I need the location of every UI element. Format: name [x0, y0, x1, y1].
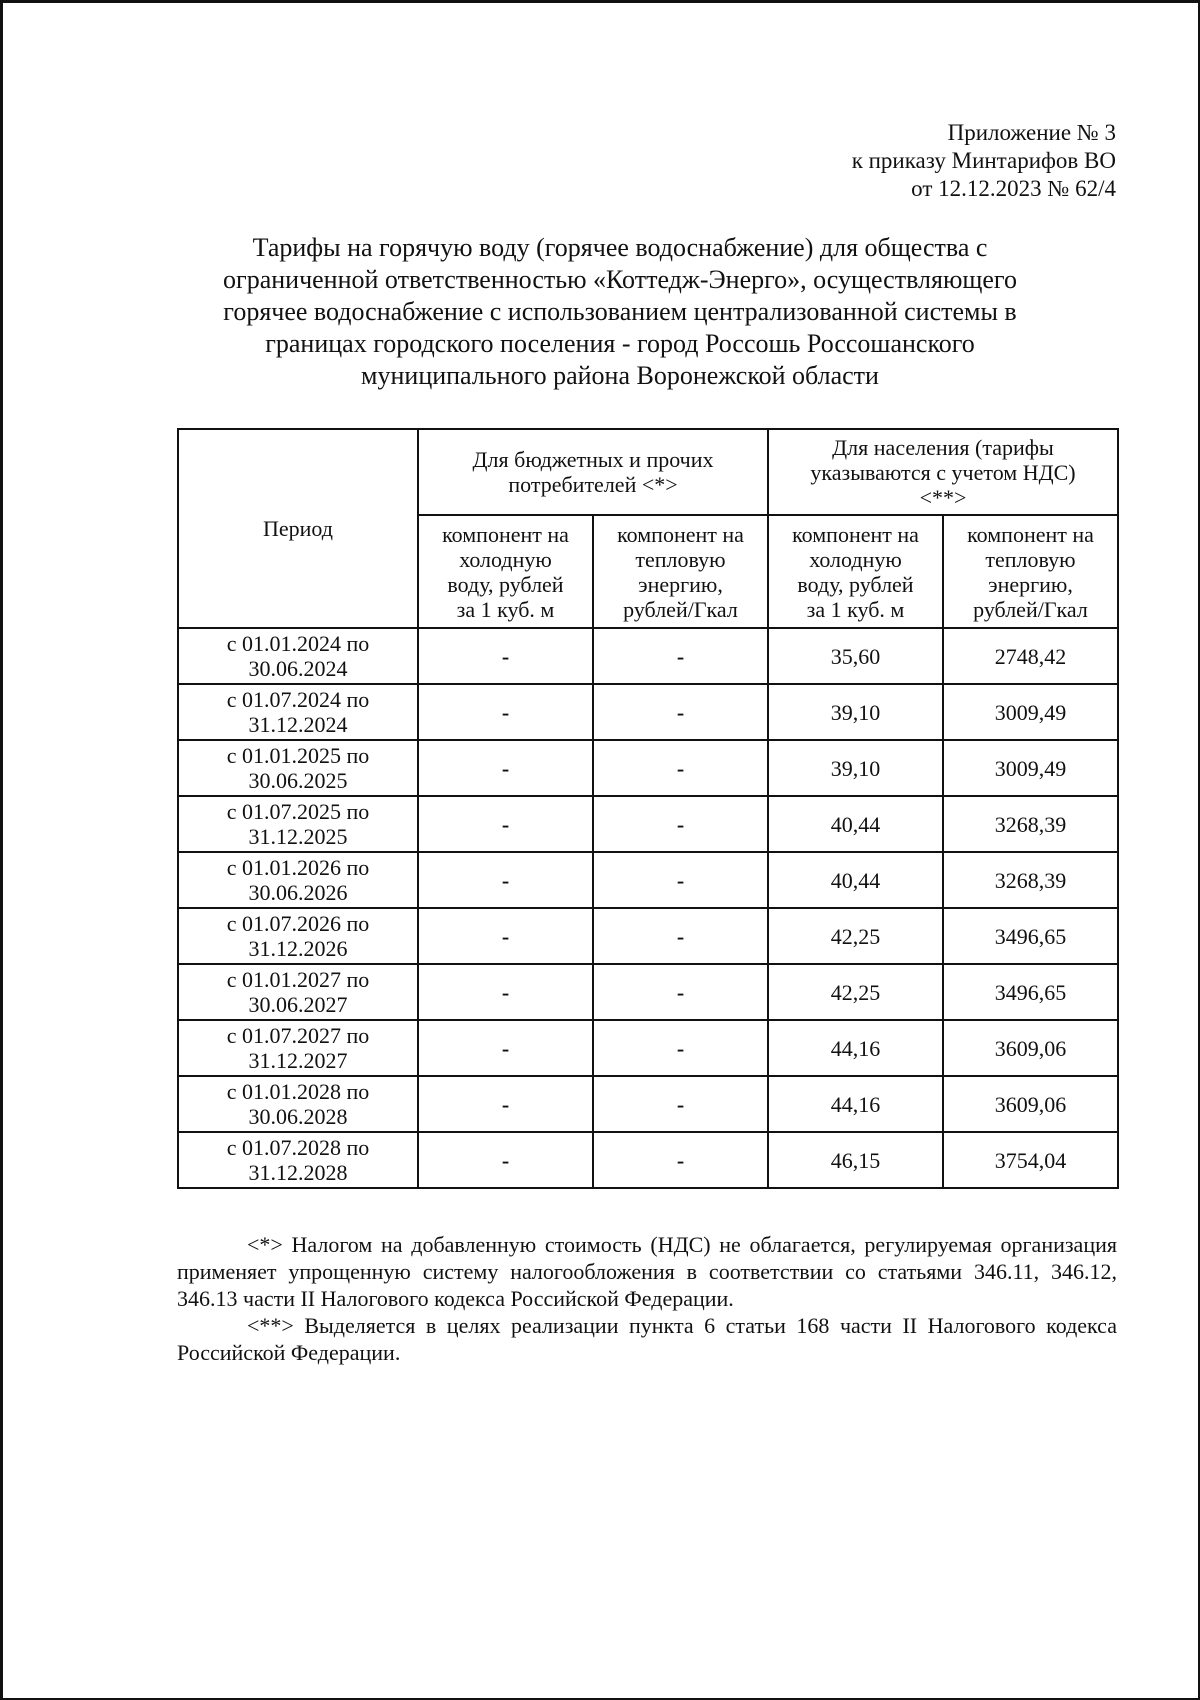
population-cold-cell: 44,16: [768, 1020, 943, 1076]
period-cell: с 01.01.2028 по 30.06.2028: [178, 1076, 418, 1132]
population-header: Для населения (тарифы указываются с учетом НДС) <**>: [768, 429, 1118, 515]
title-line: горячее водоснабжение с использованием централизованной системы в: [223, 297, 1017, 326]
budget-cold-cell: -: [418, 908, 593, 964]
budget-consumers-header: Для бюджетных и прочих потребителей <*>: [418, 429, 768, 515]
table-row: [178, 964, 1118, 1020]
budget-heat-cell: -: [593, 908, 768, 964]
table-row: [178, 908, 1118, 964]
period-header: Период: [178, 429, 418, 628]
period-cell: с 01.07.2024 по 31.12.2024: [178, 684, 418, 740]
population-cold-water-header: компонент на холодную воду, рублей за 1 куб. м: [768, 515, 943, 628]
table-row: [178, 796, 1118, 852]
population-heat-cell: 3009,49: [943, 740, 1118, 796]
budget-heat-cell: -: [593, 852, 768, 908]
footnotes: [177, 1231, 1117, 1366]
table-row: [178, 852, 1118, 908]
budget-cold-cell: -: [418, 796, 593, 852]
budget-cold-cell: -: [418, 628, 593, 684]
appendix-number: Приложение № 3: [947, 120, 1116, 145]
population-heat-cell: 3268,39: [943, 796, 1118, 852]
population-cold-cell: 46,15: [768, 1132, 943, 1188]
table-header-row: [178, 429, 1118, 515]
budget-heat-cell: -: [593, 796, 768, 852]
budget-cold-water-header: компонент на холодную воду, рублей за 1 куб. м: [418, 515, 593, 628]
period-cell: с 01.01.2026 по 30.06.2026: [178, 852, 418, 908]
budget-heat-energy-header: компонент на тепловую энергию, рублей/Гкал: [593, 515, 768, 628]
population-cold-cell: 42,25: [768, 908, 943, 964]
budget-cold-cell: -: [418, 964, 593, 1020]
budget-cold-cell: -: [418, 1020, 593, 1076]
budget-cold-cell: -: [418, 740, 593, 796]
population-heat-cell: 3496,65: [943, 908, 1118, 964]
period-cell: с 01.01.2025 по 30.06.2025: [178, 740, 418, 796]
table-row: [178, 628, 1118, 684]
budget-cold-cell: -: [418, 684, 593, 740]
tariff-table: [177, 428, 1119, 1189]
population-heat-cell: 2748,42: [943, 628, 1118, 684]
budget-cold-cell: -: [418, 1076, 593, 1132]
period-cell: с 01.07.2028 по 31.12.2028: [178, 1132, 418, 1188]
population-cold-cell: 40,44: [768, 796, 943, 852]
title-line: Тарифы на горячую воду (горячее водоснабжение) для общества с: [252, 233, 988, 262]
footnote-vat-allocated: <**> Выделяется в целях реализации пункта 6 статьи 168 части II Налогового кодекса Российской Федерации.: [177, 1313, 1117, 1365]
population-cold-cell: 40,44: [768, 852, 943, 908]
period-cell: с 01.07.2026 по 31.12.2026: [178, 908, 418, 964]
table-row: [178, 740, 1118, 796]
population-heat-energy-header: компонент на тепловую энергию, рублей/Гкал: [943, 515, 1118, 628]
table-row: [178, 1076, 1118, 1132]
population-heat-cell: 3009,49: [943, 684, 1118, 740]
appendix-reference: [852, 119, 1116, 203]
appendix-order-date: от 12.12.2023 № 62/4: [911, 176, 1116, 201]
budget-heat-cell: -: [593, 1076, 768, 1132]
period-cell: с 01.01.2024 по 30.06.2024: [178, 628, 418, 684]
population-cold-cell: 39,10: [768, 740, 943, 796]
period-cell: с 01.01.2027 по 30.06.2027: [178, 964, 418, 1020]
population-heat-cell: 3609,06: [943, 1020, 1118, 1076]
document-title: [180, 232, 1060, 392]
population-heat-cell: 3754,04: [943, 1132, 1118, 1188]
appendix-order-ref: к приказу Минтарифов ВО: [851, 148, 1116, 173]
budget-cold-cell: -: [418, 1132, 593, 1188]
budget-heat-cell: -: [593, 1020, 768, 1076]
population-cold-cell: 44,16: [768, 1076, 943, 1132]
population-cold-cell: 35,60: [768, 628, 943, 684]
title-line: ограниченной ответственностью «Коттедж-Энерго», осуществляющего: [223, 265, 1017, 294]
budget-heat-cell: -: [593, 1132, 768, 1188]
budget-cold-cell: -: [418, 852, 593, 908]
title-line: границах городского поселения - город Россошь Россошанского: [265, 329, 975, 358]
footnote-vat-exempt: <*> Налогом на добавленную стоимость (НДС) не облагается, регулируемая организация применяет упрощенную систему налогообложения в соответствии со статьями 346.11, 346.12, 346.13 части II Налогового кодекса Российской Федерации.: [177, 1232, 1117, 1311]
budget-heat-cell: -: [593, 684, 768, 740]
table-row: [178, 1020, 1118, 1076]
population-heat-cell: 3609,06: [943, 1076, 1118, 1132]
population-heat-cell: 3496,65: [943, 964, 1118, 1020]
budget-heat-cell: -: [593, 740, 768, 796]
period-cell: с 01.07.2027 по 31.12.2027: [178, 1020, 418, 1076]
population-heat-cell: 3268,39: [943, 852, 1118, 908]
budget-heat-cell: -: [593, 964, 768, 1020]
table-row: [178, 1132, 1118, 1188]
population-cold-cell: 39,10: [768, 684, 943, 740]
population-cold-cell: 42,25: [768, 964, 943, 1020]
title-line: муниципального района Воронежской области: [361, 361, 879, 390]
period-cell: с 01.07.2025 по 31.12.2025: [178, 796, 418, 852]
budget-heat-cell: -: [593, 628, 768, 684]
table-row: [178, 684, 1118, 740]
